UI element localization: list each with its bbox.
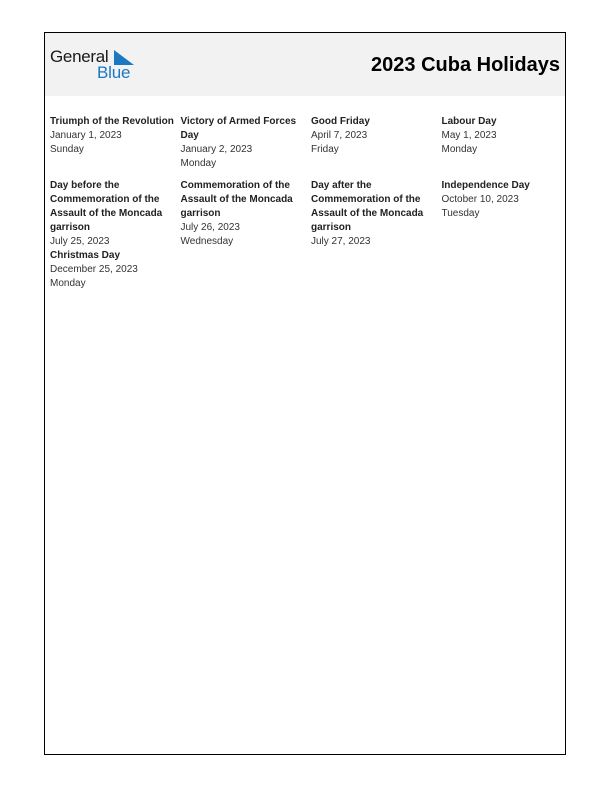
holiday-weekday: Monday (50, 278, 86, 289)
holiday-date: May 1, 2023 (441, 130, 497, 141)
page-frame (44, 32, 566, 755)
holiday-date: July 26, 2023 (180, 222, 240, 233)
logo-text-general: General (50, 47, 109, 66)
holiday-name: Labour Day (441, 116, 497, 127)
holiday-date: July 27, 2023 (311, 236, 371, 247)
holiday-date: October 10, 2023 (441, 194, 519, 205)
holiday-item (50, 249, 181, 291)
holiday-weekday: Wednesday (180, 236, 234, 247)
holiday-date: April 7, 2023 (311, 130, 368, 141)
page-title: 2023 Cuba Holidays (371, 54, 560, 76)
holiday-name: Good Friday (311, 116, 370, 127)
holiday-item (442, 179, 564, 249)
general-blue-logo (50, 47, 150, 83)
holiday-name: Victory of Armed Forces Day (180, 116, 297, 141)
holiday-date: July 25, 2023 (50, 236, 110, 247)
holiday-weekday: Sunday (50, 144, 84, 155)
holiday-weekday: Monday (180, 158, 217, 169)
holiday-name: Christmas Day (50, 250, 121, 261)
holiday-weekday: Friday (311, 144, 339, 155)
holiday-date: December 25, 2023 (50, 264, 138, 275)
holiday-item (181, 179, 312, 249)
holiday-name: Day after the Commemoration of the Assault of the Moncada garrison (311, 180, 424, 233)
logo-text-blue: Blue (97, 63, 131, 82)
holiday-item (50, 179, 181, 249)
holiday-item (442, 115, 564, 171)
holiday-item (311, 179, 442, 249)
holiday-name: Triumph of the Revolution (50, 116, 174, 127)
header-band (45, 33, 565, 96)
holiday-date: January 1, 2023 (50, 130, 122, 141)
holiday-date: January 2, 2023 (180, 144, 253, 155)
holiday-weekday: Monday (441, 144, 478, 155)
holiday-weekday: Tuesday (441, 208, 480, 219)
holiday-list (50, 115, 564, 291)
holiday-item (50, 115, 181, 171)
holiday-item (181, 115, 312, 171)
holiday-name: Independence Day (441, 180, 530, 191)
holiday-item (311, 115, 442, 171)
holiday-name: Day before the Commemoration of the Assault of the Moncada garrison (50, 180, 163, 233)
holiday-name: Commemoration of the Assault of the Moncada garrison (180, 180, 293, 219)
